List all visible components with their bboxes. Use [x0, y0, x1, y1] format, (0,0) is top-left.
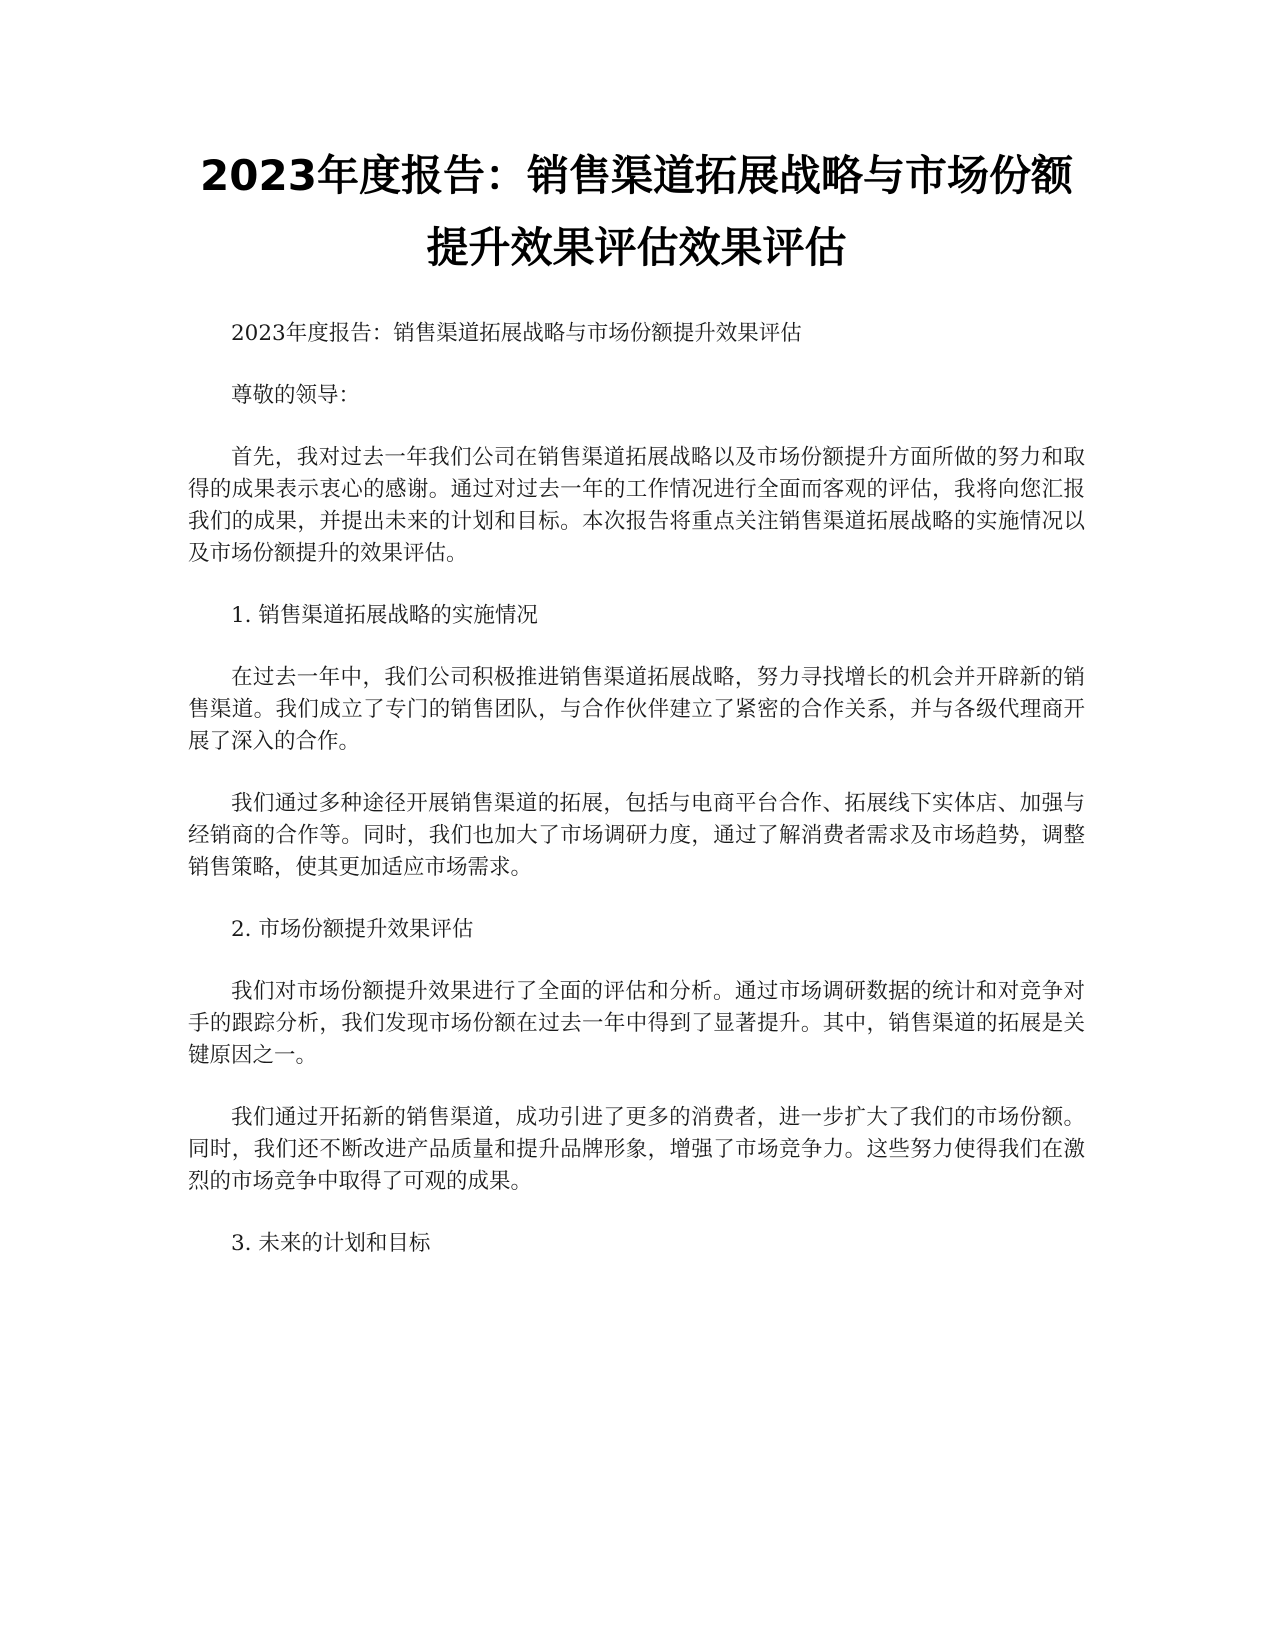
section-heading-3: 3. 未来的计划和目标 — [231, 1231, 431, 1256]
document-title: 2023年度报告：销售渠道拓展战略与市场份额提升效果评估效果评估 — [200, 151, 1073, 272]
salutation: 尊敬的领导： — [231, 383, 361, 408]
section-2-paragraph-1: 我们对市场份额提升效果进行了全面的评估和分析。通过市场调研数据的统计和对竞争对手的跟踪分析，我们发现市场份额在过去一年中得到了显著提升。其中，销售渠道的拓展是关键原因之一。 — [188, 979, 1085, 1068]
intro-paragraph: 首先，我对过去一年我们公司在销售渠道拓展战略以及市场份额提升方面所做的努力和取得的成果表示衷心的感谢。通过对过去一年的工作情况进行全面而客观的评估，我将向您汇报我们的成果，并提出未来的计划和目标。本次报告将重点关注销售渠道拓展战略的实施情况以及市场份额提升的效果评估。 — [188, 445, 1085, 566]
section-1-paragraph-1: 在过去一年中，我们公司积极推进销售渠道拓展战略，努力寻找增长的机会并开辟新的销售渠道。我们成立了专门的销售团队，与合作伙伴建立了紧密的合作关系，并与各级代理商开展了深入的合作。 — [188, 665, 1085, 754]
document-body — [188, 318, 1085, 1260]
report-subtitle: 2023年度报告：销售渠道拓展战略与市场份额提升效果评估 — [231, 321, 802, 346]
section-2-paragraph-2: 我们通过开拓新的销售渠道，成功引进了更多的消费者，进一步扩大了我们的市场份额。同时，我们还不断改进产品质量和提升品牌形象，增强了市场竞争力。这些努力使得我们在激烈的市场竞争中取得了可观的成果。 — [188, 1105, 1085, 1194]
section-1-paragraph-2: 我们通过多种途径开展销售渠道的拓展，包括与电商平台合作、拓展线下实体店、加强与经销商的合作等。同时，我们也加大了市场调研力度，通过了解消费者需求及市场趋势，调整销售策略，使其更加适应市场需求。 — [188, 791, 1085, 880]
section-heading-1: 1. 销售渠道拓展战略的实施情况 — [231, 603, 538, 628]
section-heading-2: 2. 市场份额提升效果评估 — [231, 917, 474, 942]
